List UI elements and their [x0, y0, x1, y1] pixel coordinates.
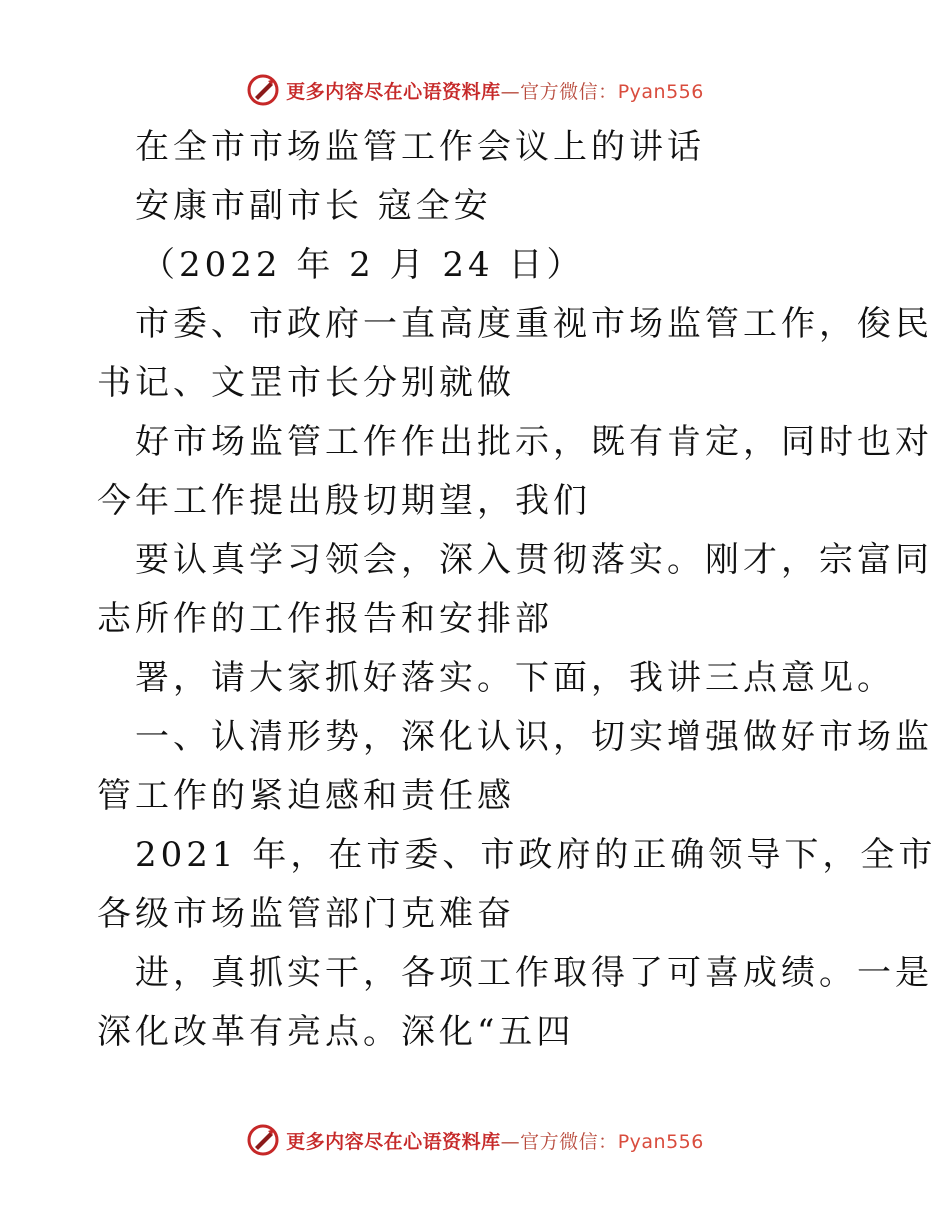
paragraph-line: 书记、文罡市长分别就做 [97, 363, 515, 403]
paragraph-line: 进，真抓实干，各项工作取得了可喜成绩。一是 [135, 953, 933, 993]
watermark-group [246, 73, 704, 107]
document-body [97, 118, 937, 1062]
paragraph-line: 好市场监管工作作出批示，既有肯定，同时也对 [135, 422, 933, 462]
paragraph-line: 各级市场监管部门克难奋 [97, 894, 515, 934]
paragraph-line: 深化改革有亮点。深化“五四 [97, 1012, 575, 1052]
seal-logo-icon [246, 73, 280, 107]
section-heading: 一、认清形势，深化认识，切实增强做好市场监 [135, 717, 933, 757]
paragraph-line: 志所作的工作报告和安排部 [97, 599, 553, 639]
watermark-group [246, 1123, 704, 1157]
paragraph-line: 今年工作提出殷切期望，我们 [97, 481, 591, 521]
watermark-wechat-id: Pyan556 [617, 80, 704, 103]
section-heading-cont: 管工作的紧迫感和责任感 [97, 776, 515, 816]
paragraph-line: 署，请大家抓好落实。下面，我讲三点意见。 [135, 658, 895, 698]
document-title: 在全市市场监管工作会议上的讲话 [135, 127, 705, 167]
watermark-wechat-id: Pyan556 [617, 1130, 704, 1153]
watermark-main: 更多内容尽在心语资料库 [286, 1130, 501, 1153]
paragraph-line: 要认真学习领会，深入贯彻落实。刚才，宗富同 [135, 540, 933, 580]
document-date: （2022 年 2 月 24 日） [141, 245, 585, 285]
watermark-official: 官方微信： [520, 1130, 618, 1153]
paragraph-line: 2021 年，在市委、市政府的正确领导下，全市 [135, 835, 937, 875]
watermark-footer [0, 1118, 950, 1162]
watermark-separator: — [500, 80, 521, 103]
watermark-text [286, 77, 704, 104]
watermark-header [0, 68, 950, 112]
seal-logo-icon [246, 1123, 280, 1157]
watermark-main: 更多内容尽在心语资料库 [286, 80, 501, 103]
paragraph-line: 市委、市政府一直高度重视市场监管工作，俊民 [135, 304, 933, 344]
watermark-official: 官方微信： [520, 80, 618, 103]
document-author: 安康市副市长 寇全安 [135, 186, 492, 226]
watermark-separator: — [500, 1130, 521, 1153]
watermark-text [286, 1127, 704, 1154]
